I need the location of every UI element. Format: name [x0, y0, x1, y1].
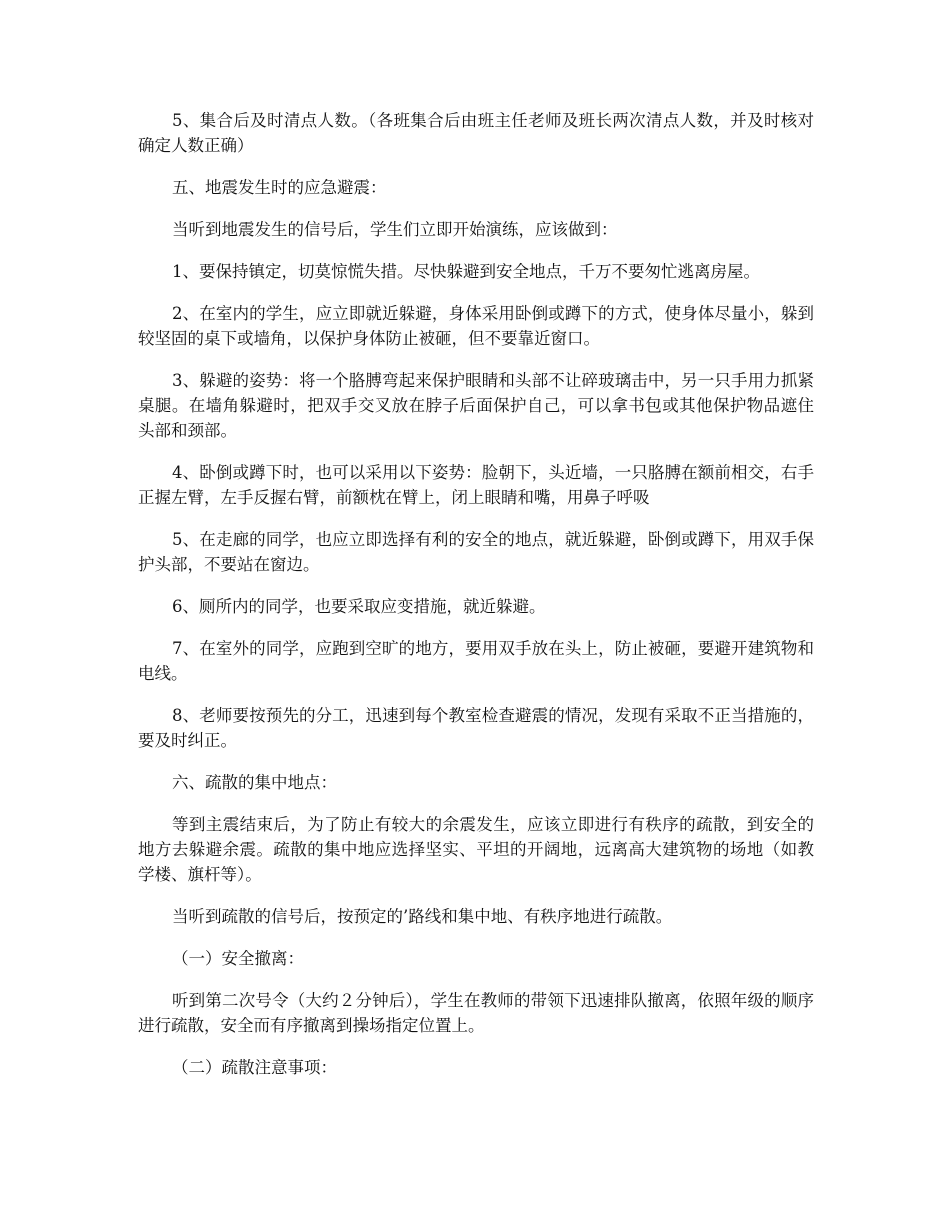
paragraph-item4: 4、卧倒或蹲下时，也可以采用以下姿势：脸朝下，头近墙，一只胳膊在额前相交，右手正握左臂，左手反握右臂，前额枕在臂上，闭上眼睛和嘴，用鼻子呼吸 — [138, 463, 814, 507]
subheading-evacuation-notes: （二）疏散注意事项： — [172, 1058, 337, 1077]
paragraph-item1: 1、要保持镇定，切莫惊慌失措。尽快躲避到安全地点，千万不要匆忙逃离房屋。 — [172, 262, 760, 281]
document-page — [138, 108, 814, 1097]
paragraph-item8: 8、老师要按预先的分工，迅速到每个教室检查避震的情况，发现有采取不正当措施的，要及时纠正。 — [138, 706, 814, 750]
section-heading-6: 六、疏散的集中地点： — [172, 773, 337, 792]
paragraph-item7: 7、在室外的同学，应跑到空旷的地方，要用双手放在头上，防止被砸，要避开建筑物和电线。 — [138, 639, 814, 683]
paragraph-item5-corridor: 5、在走廊的同学，也应立即选择有利的安全的地点，就近躲避，卧倒或蹲下，用双手保护头部，不要站在窗边。 — [138, 530, 814, 574]
paragraph-signal-intro: 当听到地震发生的信号后，学生们立即开始演练，应该做到： — [172, 220, 618, 239]
subheading-safe-evacuation: （一）安全撤离： — [172, 949, 304, 968]
paragraph-second-order: 听到第二次号令（大约２分钟后），学生在教师的带领下迅速排队撤离，依照年级的顺序进行疏散，安全而有序撤离到操场指定位置上。 — [138, 991, 814, 1035]
paragraph-item3: 3、躲避的姿势：将一个胳膊弯起来保护眼睛和头部不让碎玻璃击中，另一只手用力抓紧桌腿。在墙角躲避时，把双手交叉放在脖子后面保护自己，可以拿书包或其他保护物品遮住头部和颈部。 — [138, 371, 814, 440]
section-heading-5: 五、地震发生时的应急避震： — [172, 178, 387, 197]
paragraph-item5-headcount: 5、集合后及时清点人数。（各班集合后由班主任老师及班长两次清点人数，并及时核对确定人数正确） — [138, 111, 814, 155]
paragraph-evacuation-signal: 当听到疏散的信号后，按预定的’路线和集中地、有秩序地进行疏散。 — [172, 907, 673, 926]
paragraph-item2: 2、在室内的学生，应立即就近躲避，身体采用卧倒或蹲下的方式，使身体尽量小，躲到较坚固的桌下或墙角，以保护身体防止被砸，但不要靠近窗口。 — [138, 304, 814, 348]
paragraph-item6: 6、厕所内的同学，也要采取应变措施，就近躲避。 — [172, 597, 546, 616]
paragraph-assembly-point: 等到主震结束后，为了防止有较大的余震发生，应该立即进行有秩序的疏散，到安全的地方去躲避余震。疏散的集中地应选择坚实、平坦的开阔地，远离高大建筑物的场地（如教学楼、旗杆等）。 — [138, 815, 814, 884]
